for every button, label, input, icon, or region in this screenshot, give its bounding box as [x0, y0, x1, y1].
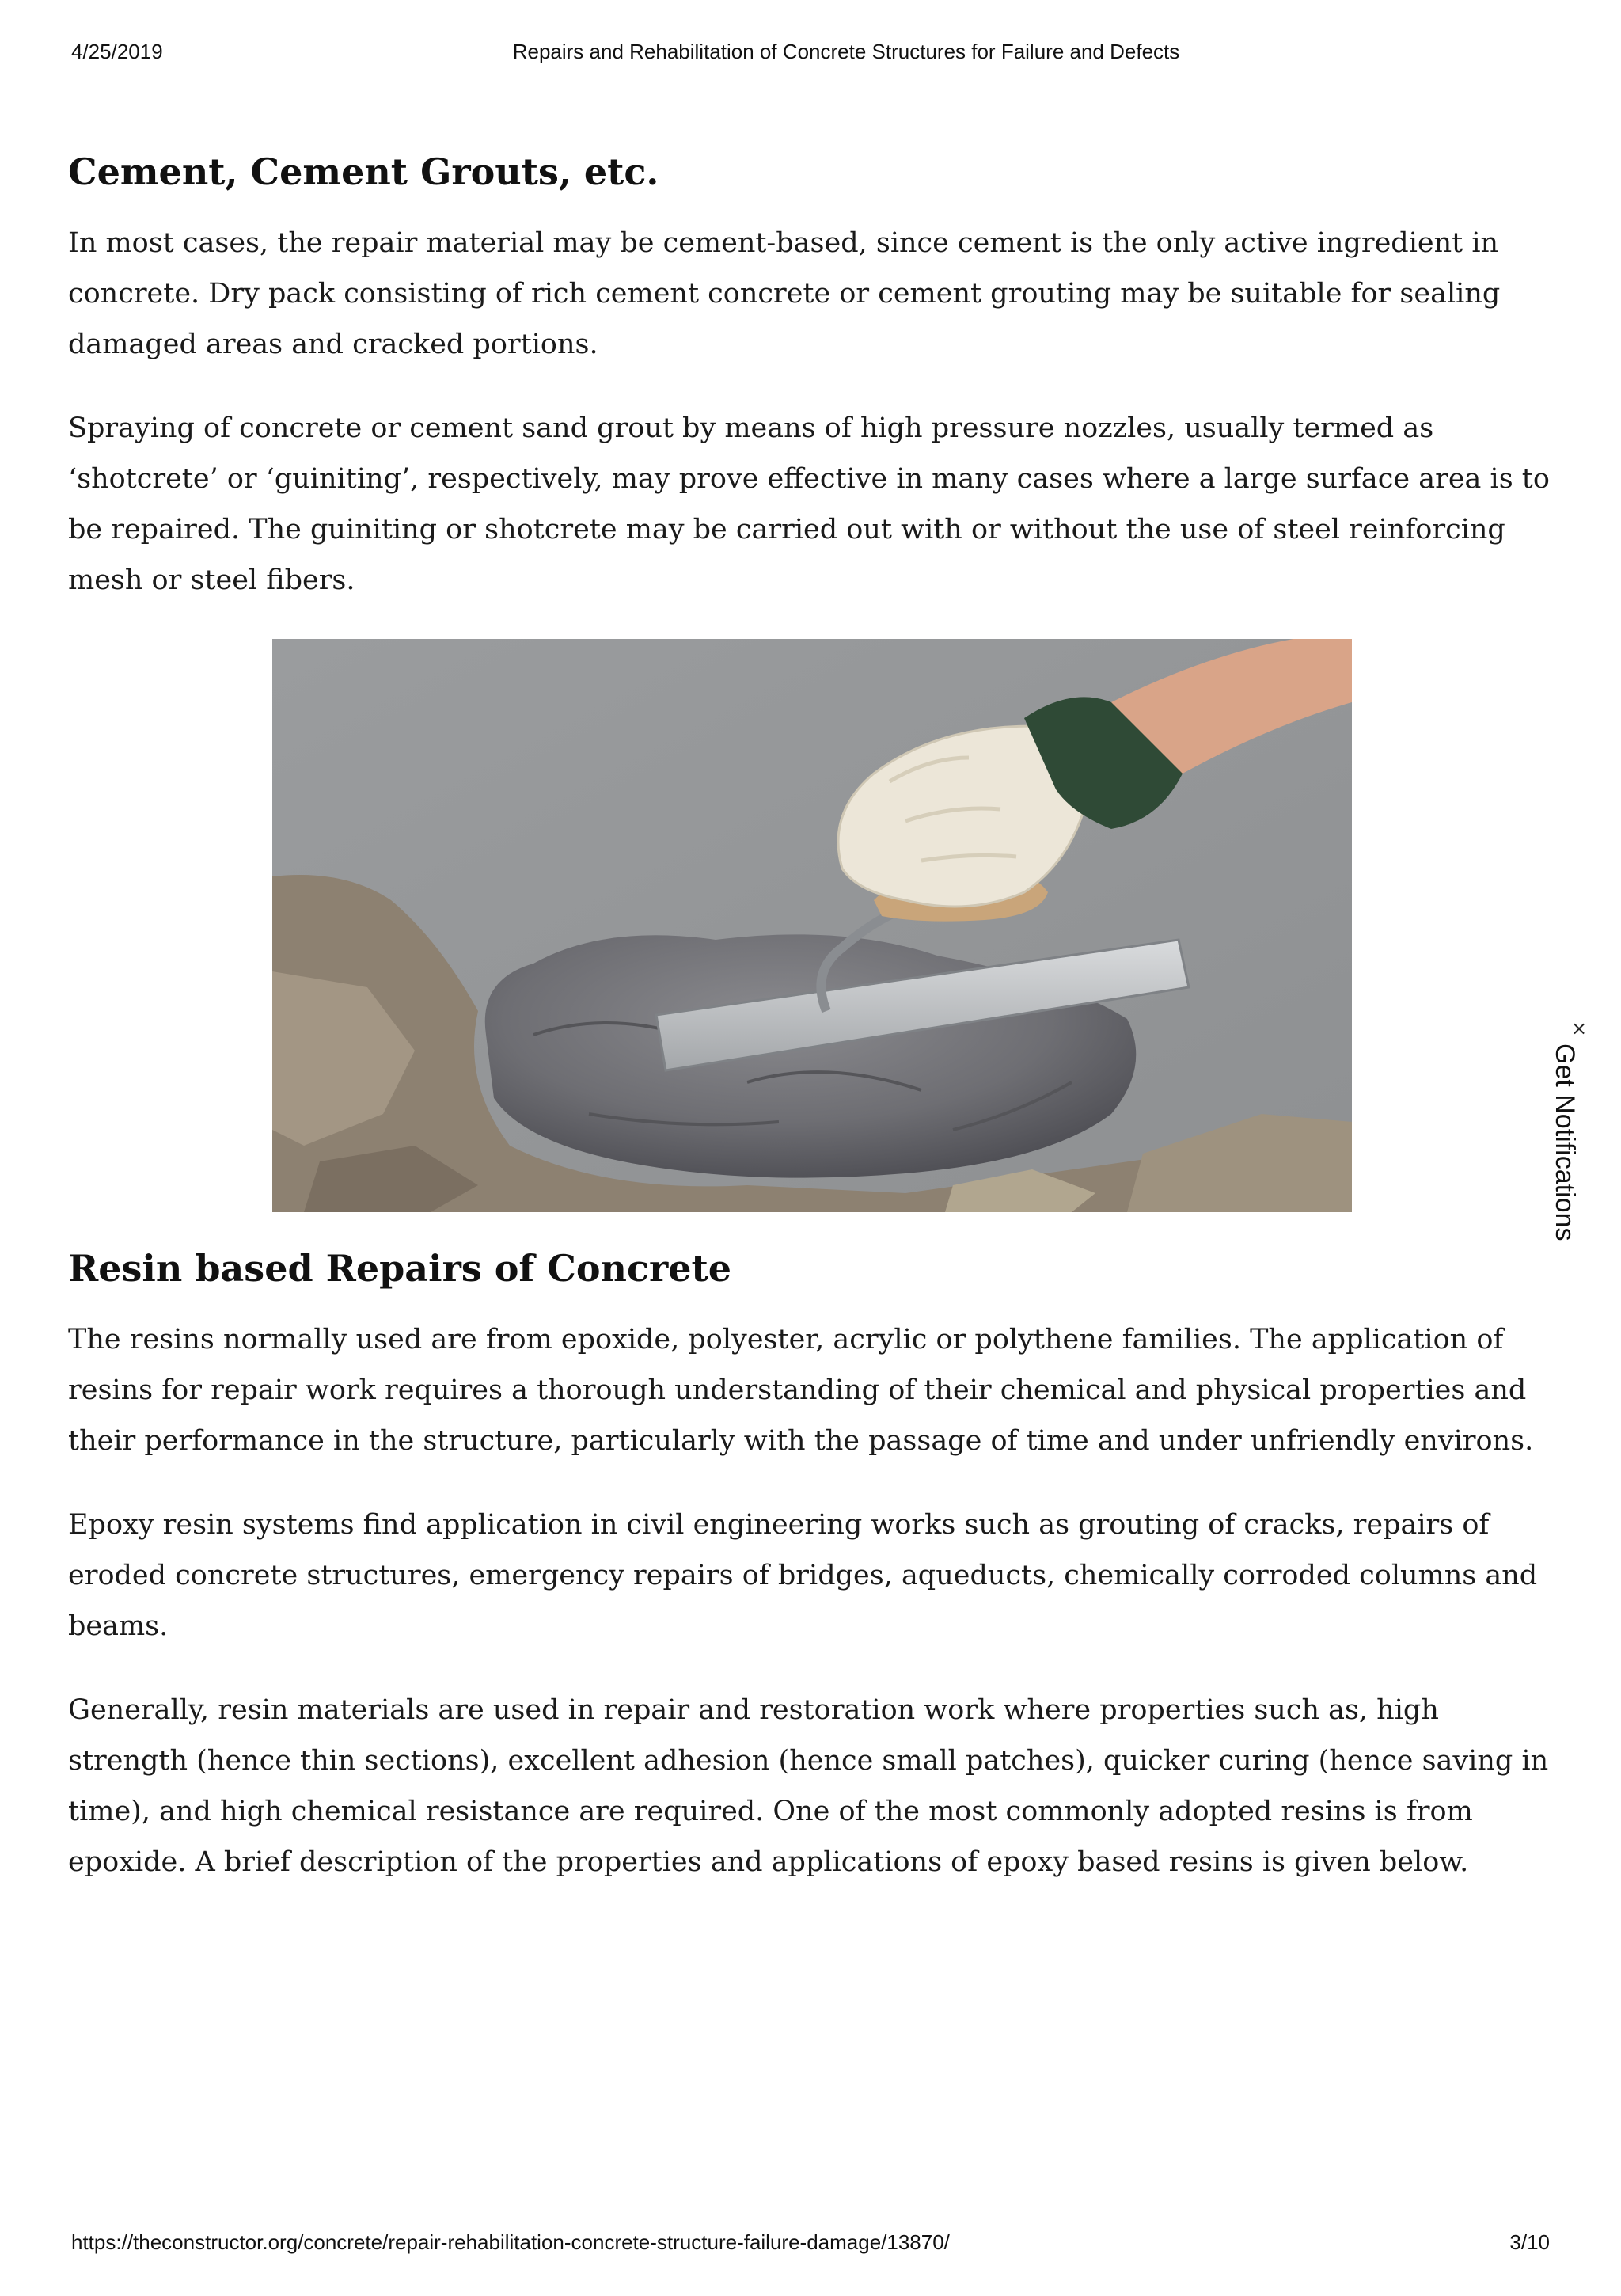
- paragraph: The resins normally used are from epoxide, polyester, acrylic or polythene families. The application of resins for repair work requires a thorough understanding of their chemical and physical properties and their performance in the structure, particularly with the passage of time and under unfriendly environs.: [68, 1324, 1534, 1458]
- article-content: [68, 150, 1556, 1921]
- page-number: 3/10: [1509, 2230, 1550, 2254]
- paragraph: In most cases, the repair material may be cement-based, since cement is the only active ingredient in concrete. Dry pack consisting of rich cement concrete or cement grouting may be suitable for sealing damaged areas and cracked portions.: [68, 227, 1501, 361]
- print-date: 4/25/2019: [71, 40, 163, 63]
- print-footer: [0, 2230, 1621, 2259]
- close-icon[interactable]: ×: [1570, 1017, 1588, 1040]
- section-heading-resin: Resin based Repairs of Concrete: [68, 1247, 731, 1291]
- print-header: [0, 40, 1621, 71]
- paragraph: Generally, resin materials are used in repair and restoration work where properties such as, high strength (hence thin sections), excellent adhesion (hence small patches), quicker curing (hence saving in time), and high chemical resistance are required. One of the most commonly adopted resins is from epoxide. A brief description of the properties and applications of epoxy based resins is given below.: [68, 1694, 1549, 1879]
- concrete-repair-photo: [272, 639, 1352, 1212]
- section-heading-cement: Cement, Cement Grouts, etc.: [68, 150, 659, 193]
- document-title: Repairs and Rehabilitation of Concrete Structures for Failure and Defects: [512, 40, 1180, 63]
- paragraph: Epoxy resin systems find application in civil engineering works such as grouting of cracks, repairs of eroded concrete structures, emergency repairs of bridges, aqueducts, chemically corroded columns and beams.: [68, 1509, 1538, 1643]
- page-url: https://theconstructor.org/concrete/repair-rehabilitation-concrete-structure-failure-damage/13870/: [71, 2230, 950, 2254]
- get-notifications-label[interactable]: Get Notifications: [1550, 1043, 1580, 1241]
- paragraph: Spraying of concrete or cement sand grout by means of high pressure nozzles, usually termed as ‘shotcrete’ or ‘guiniting’, respectively, may prove effective in many cases where a large surface area is to be repaired. The guiniting or shotcrete may be carried out with or without the use of steel reinforcing mesh or steel fibers.: [68, 412, 1550, 597]
